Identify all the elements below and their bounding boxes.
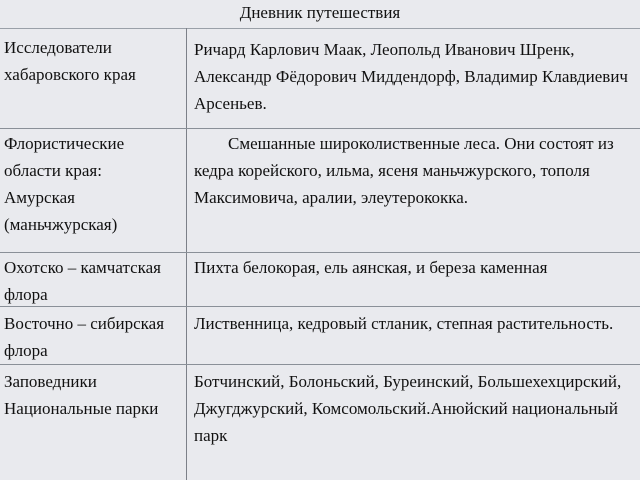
row-content-reserves: Ботчинский, Болоньский, Буреинский, Большехехцирский, Джугджурский, Комсомольский.Анюйский национальный парк [194,372,622,445]
row-content-siberian-flora: Лиственница, кедровый стланик, степная растительность. [194,314,614,333]
row-content-okhotsk-flora: Пихта белокорая, ель аянская, и береза каменная [194,258,548,277]
row-content-researchers: Ричард Карлович Маак, Леопольд Иванович Шренк, Александр Фёдорович Миддендорф, Владимир Клавдиевич Арсеньев. [194,40,628,113]
row-label-researchers: Исследователи хабаровского края [4,38,136,84]
row-label-siberian-flora: Восточно – сибирская флора [4,314,165,360]
row-label-okhotsk-flora: Охотско – камчатская флора [4,258,161,304]
row-label-reserves: Заповедники Национальные парки [4,372,159,418]
row-content-amur-flora: Смешанные широколиственные леса. Они состоят из кедра корейского, ильма, ясеня маньчжурского, тополя Максимовича, аралии, элеутерококка. [194,134,614,207]
row-divider [0,364,640,365]
row-divider [0,128,640,129]
column-divider [186,28,187,480]
row-label-amur-flora: Флористические области края: Амурская (маньчжурская) [4,134,125,234]
table-title: Дневник путешествия [0,0,640,29]
row-divider [0,252,640,253]
